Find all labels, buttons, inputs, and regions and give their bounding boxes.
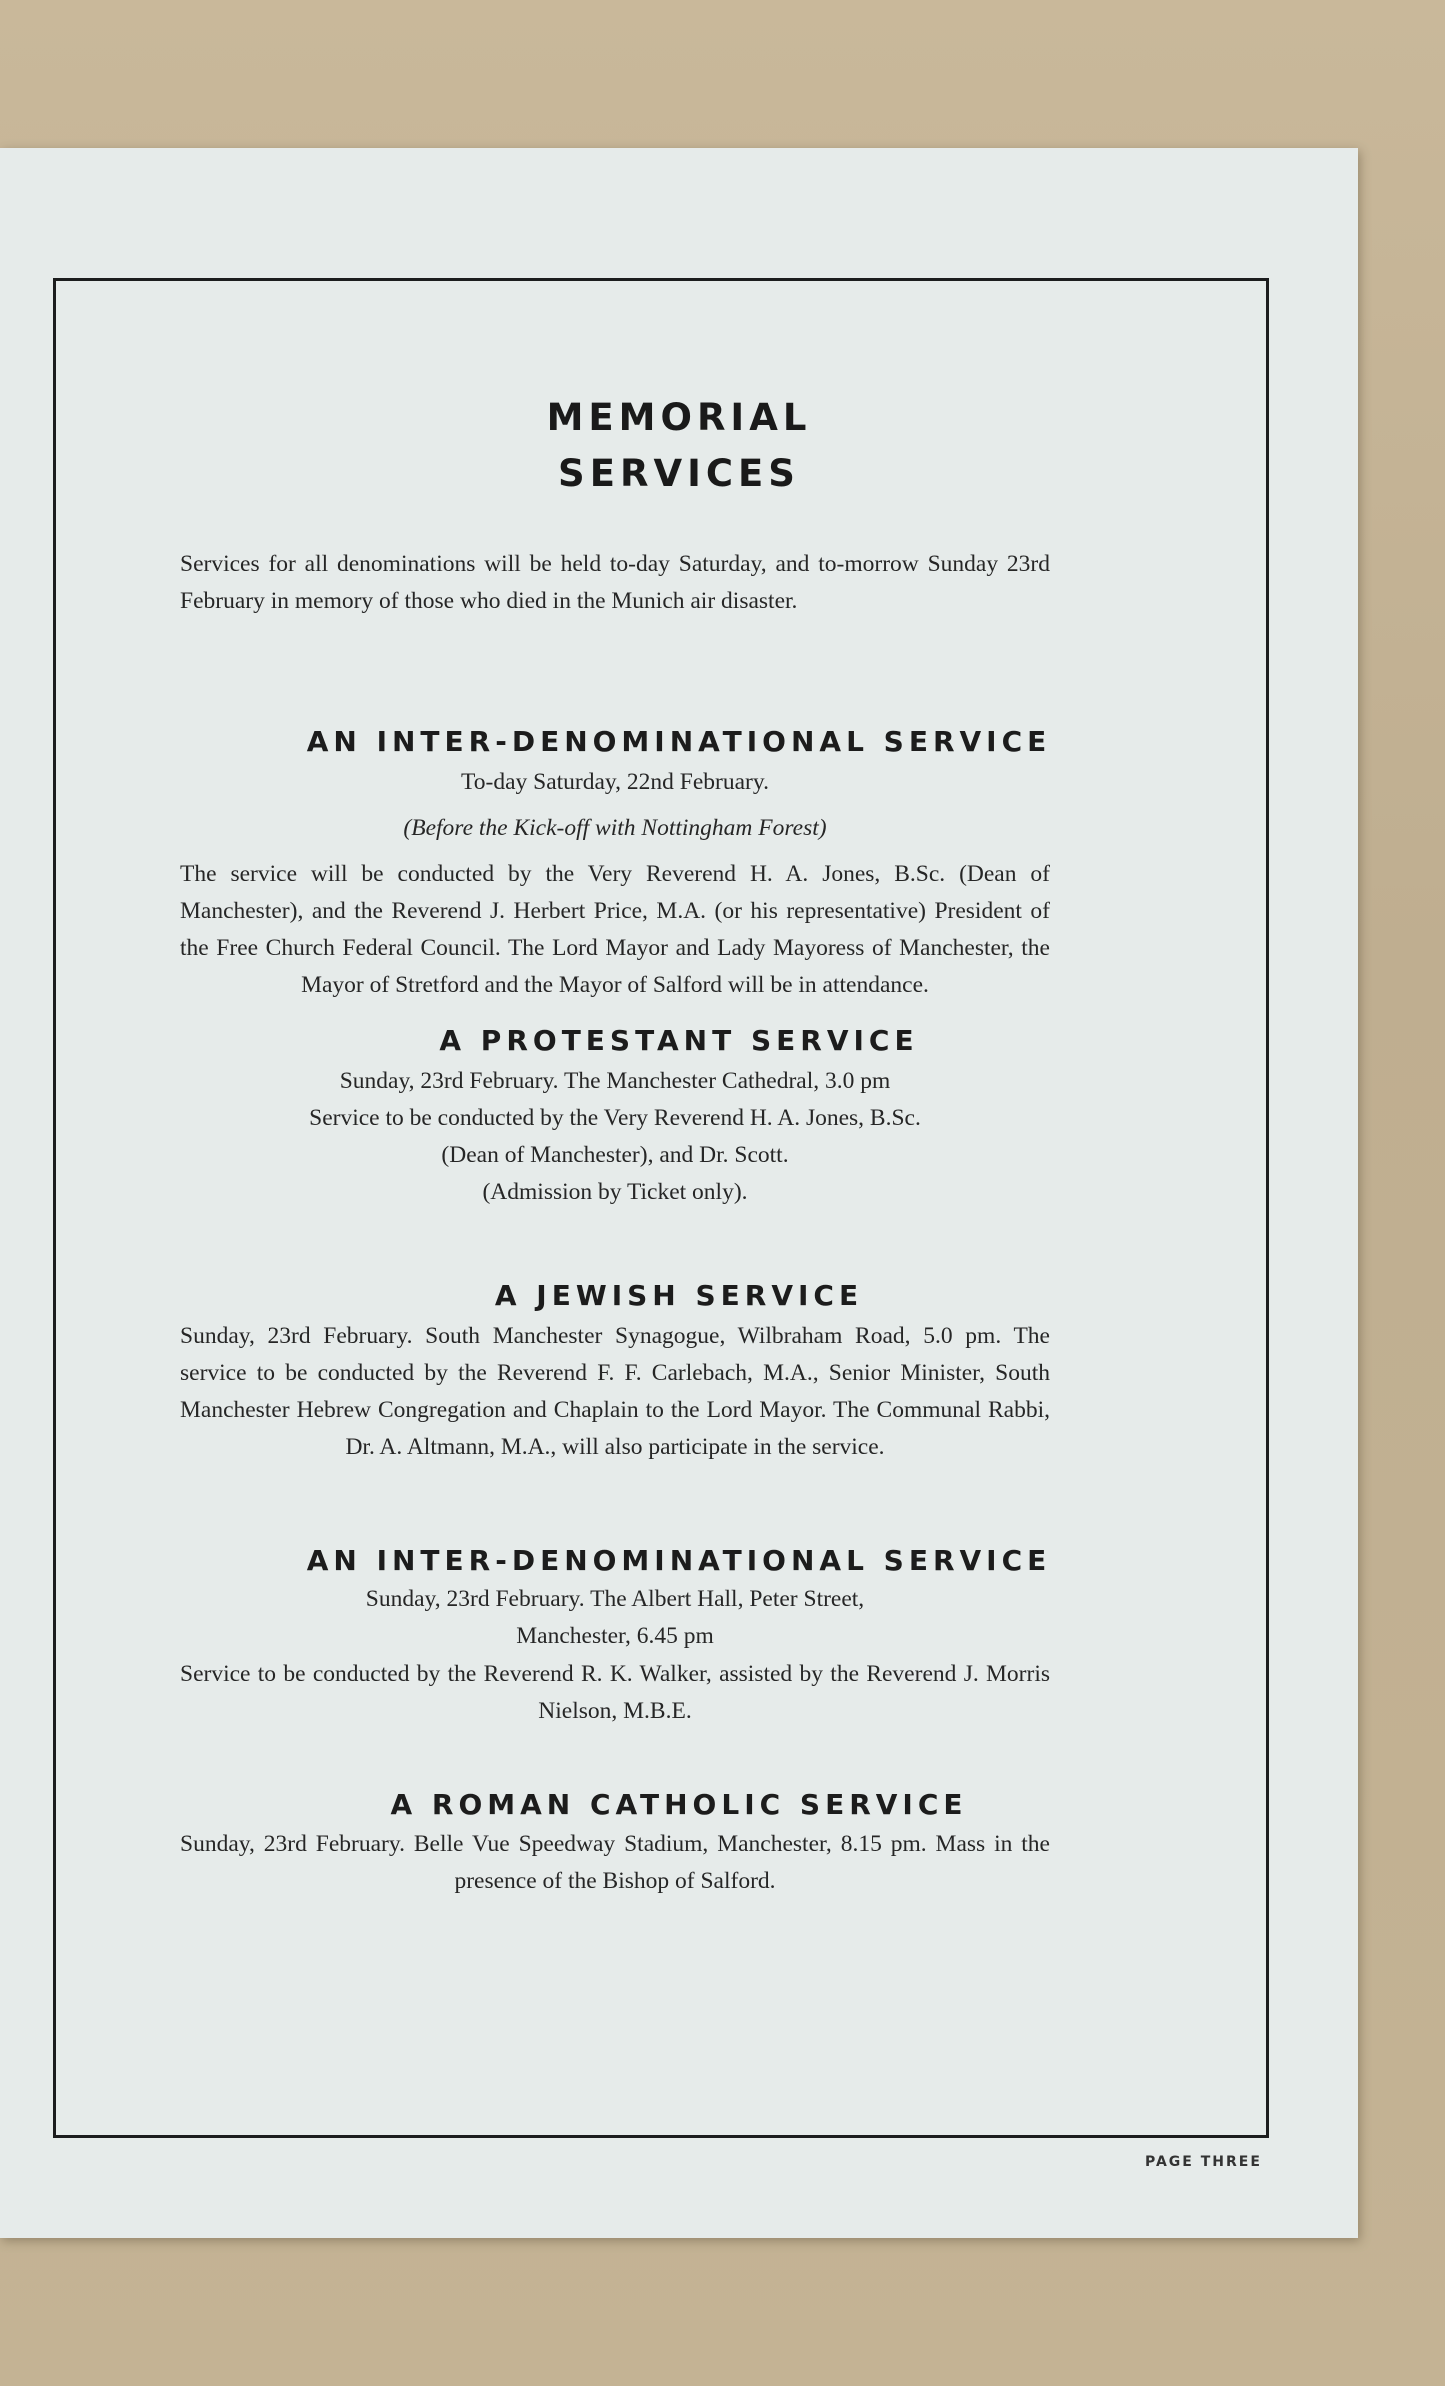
page-number-label: PAGE THREE <box>1145 2154 1262 2170</box>
section-line: Service to be conducted by the Very Reverend H. A. Jones, B.Sc. <box>309 1105 921 1131</box>
section-line: (Admission by Ticket only). <box>482 1179 748 1205</box>
section-line: Sunday, 23rd February. The Albert Hall, Peter Street, <box>365 1586 865 1612</box>
section-heading-jewish: A JEWISH SERVICE <box>494 1279 864 1312</box>
section-line: Manchester, 6.45 pm <box>516 1623 714 1649</box>
section-line: (Dean of Manchester), and Dr. Scott. <box>441 1142 789 1168</box>
section-note: (Before the Kick-off with Nottingham Forest) <box>403 815 827 841</box>
page-title-line-2: SERVICES <box>558 452 800 495</box>
intro-paragraph: Services for all denominations will be held to-day Saturday, and to-morrow Sunday 23rd February in memory of those who died in the Munich air disaster. <box>180 551 1050 614</box>
section-body: Sunday, 23rd February. Belle Vue Speedway Stadium, Manchester, 8.15 pm. Mass in the presence of the Bishop of Salford. <box>180 1831 1050 1894</box>
section-body: Service to be conducted by the Reverend R. K. Walker, assisted by the Reverend J. Morris Nielson, M.B.E. <box>180 1661 1050 1724</box>
section-date-line: To-day Saturday, 22nd February. <box>461 769 769 795</box>
section-body: Sunday, 23rd February. South Manchester Synagogue, Wilbraham Road, 5.0 pm. The service to be conducted by the Reverend F. F. Carlebach, M.A., Senior Minister, South Manchester Hebrew Congregation and Chaplain to the Lord Mayor. The Communal Rabbi, Dr. A. Altmann, M.A., will also participate in the service. <box>180 1323 1050 1460</box>
program-page <box>0 148 1358 2238</box>
section-heading-inter-denominational-saturday: AN INTER-DENOMINATIONAL SERVICE <box>306 725 1052 758</box>
section-heading-inter-denominational-sunday: AN INTER-DENOMINATIONAL SERVICE <box>306 1544 1052 1577</box>
section-body: The service will be conducted by the Very Reverend H. A. Jones, B.Sc. (Dean of Manchester), and the Reverend J. Herbert Price, M.A. (or his representative) President of the Free Church Federal Council. The Lord Mayor and Lady Mayoress of Manchester, the Mayor of Stretford and the Mayor of Salford will be in attendance. <box>180 861 1050 998</box>
section-heading-protestant: A PROTESTANT SERVICE <box>439 1024 919 1057</box>
page-title-line-1: MEMORIAL <box>546 396 812 439</box>
section-heading-roman-catholic: A ROMAN CATHOLIC SERVICE <box>390 1788 968 1821</box>
section-line: Sunday, 23rd February. The Manchester Cathedral, 3.0 pm <box>339 1068 891 1094</box>
